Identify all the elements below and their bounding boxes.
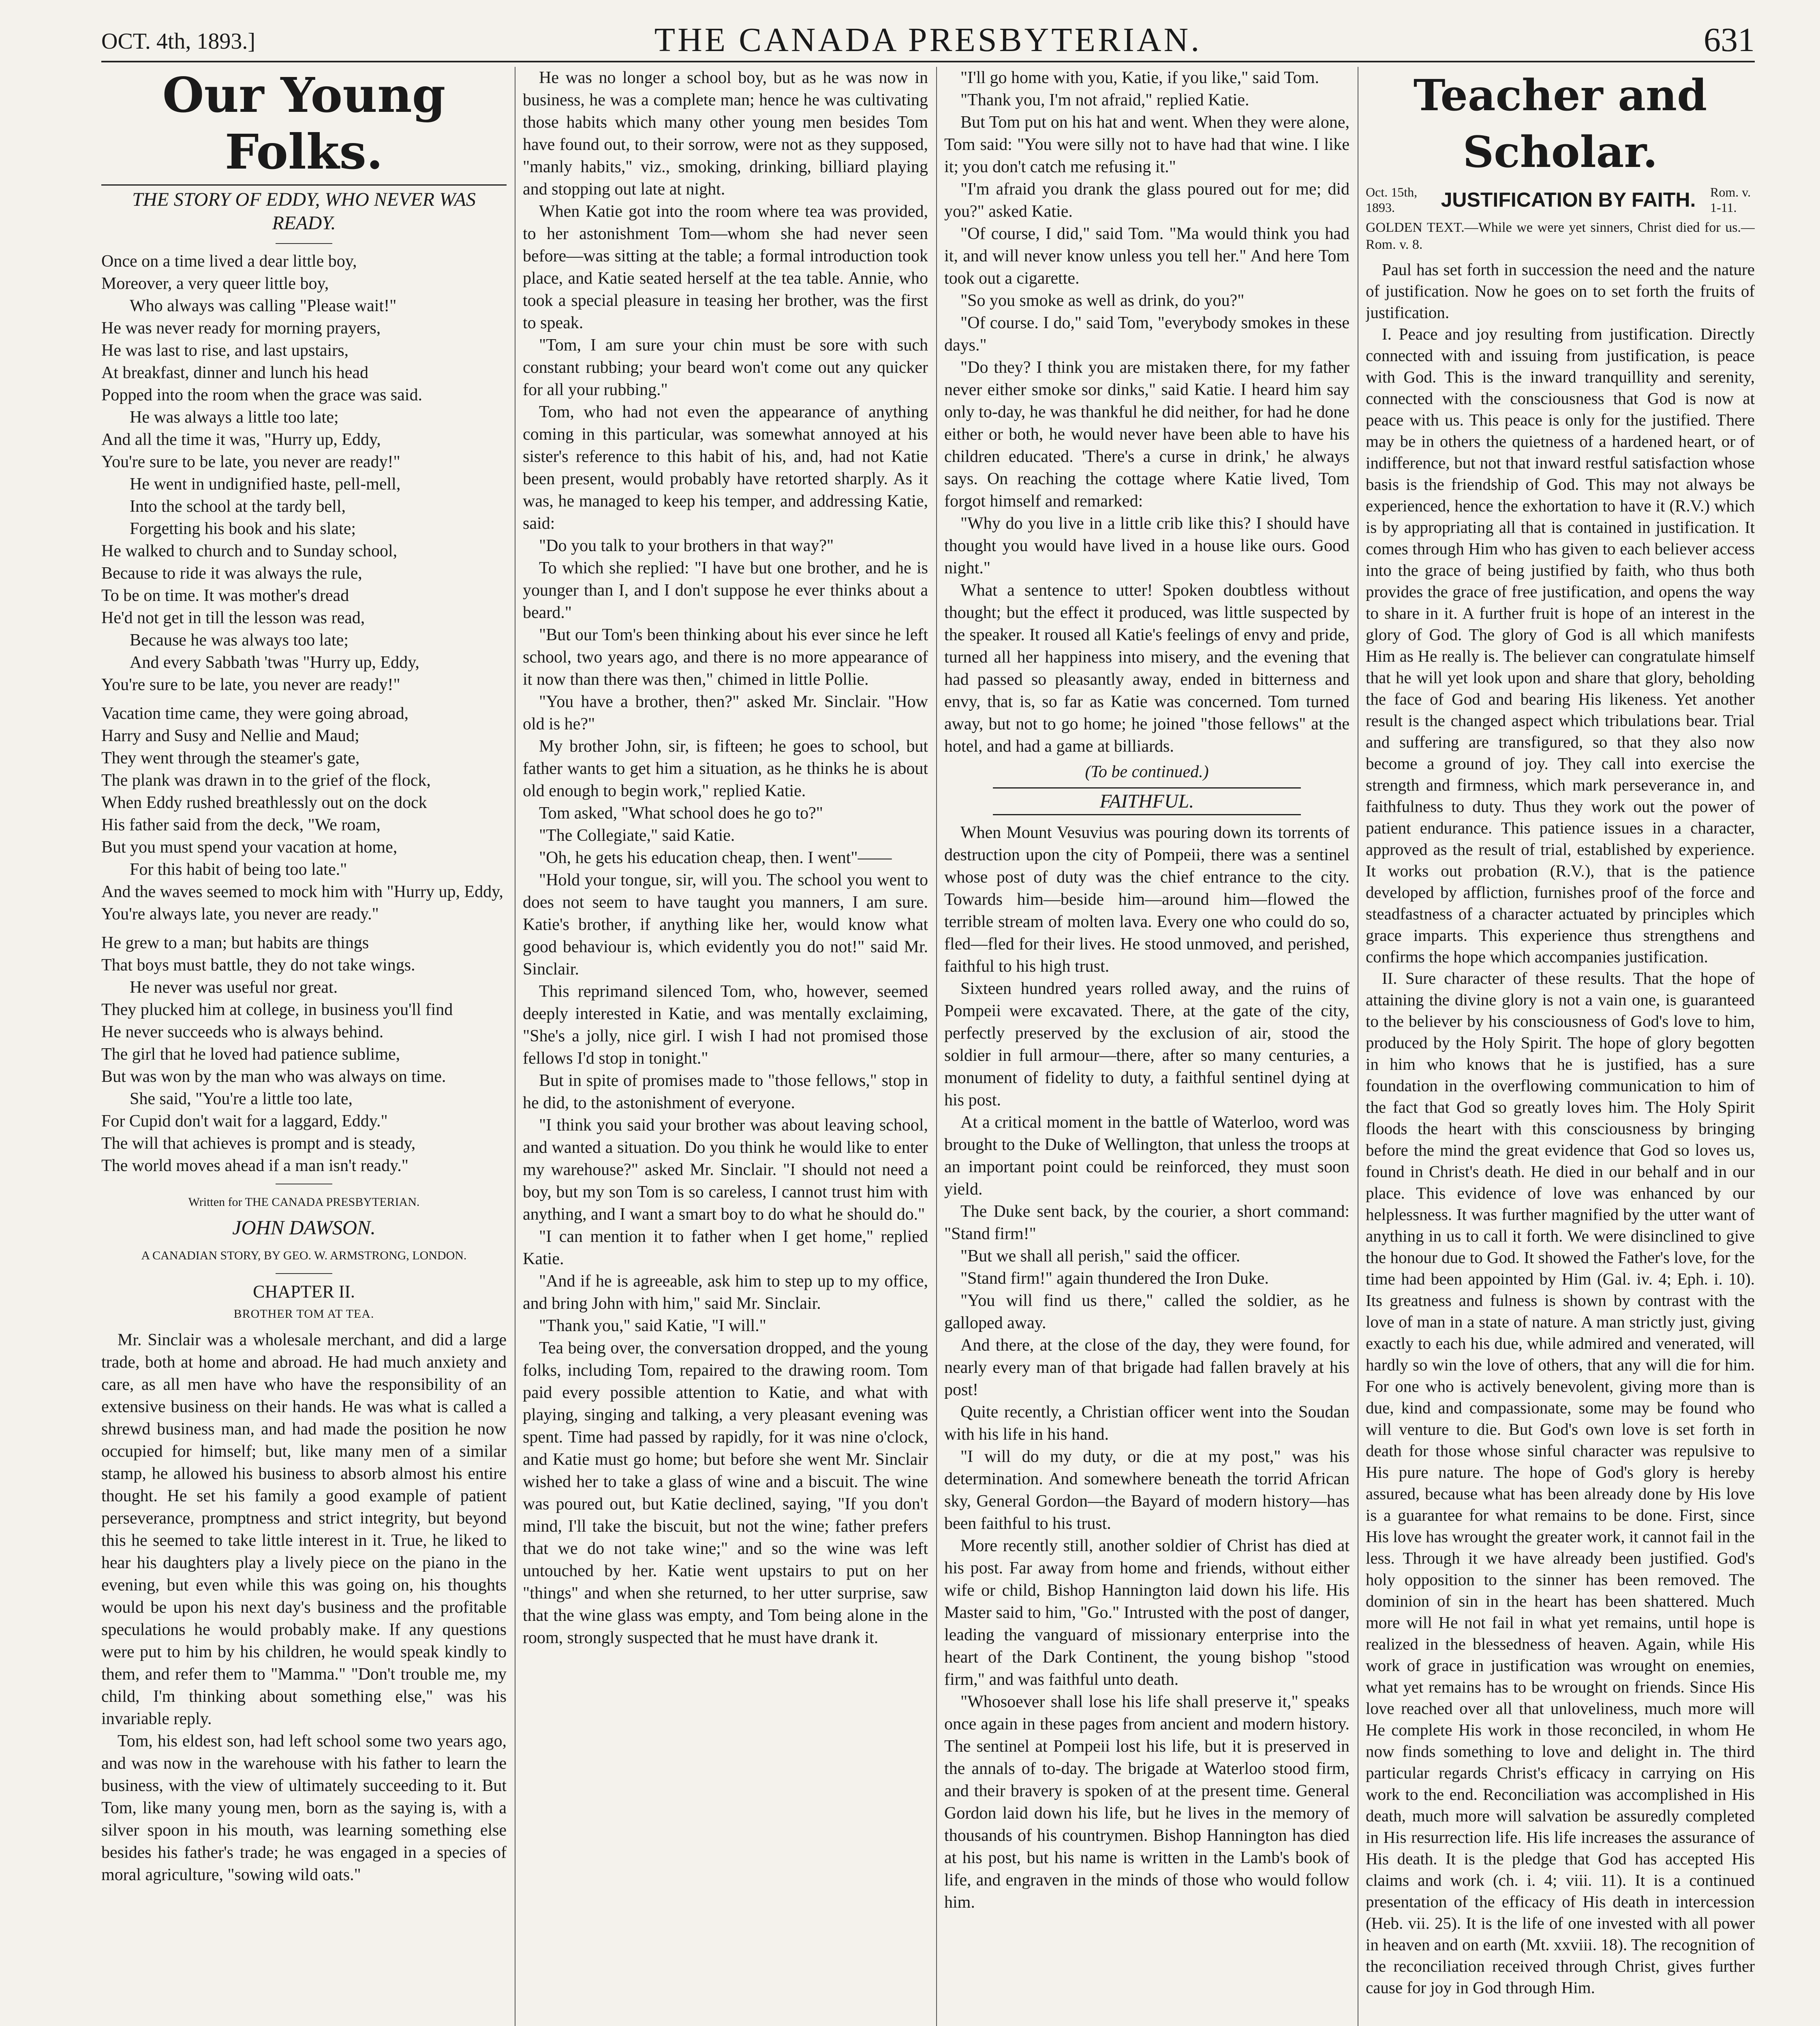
poem-line: You're sure to be late, you never are ready!"	[101, 453, 400, 471]
paragraph: I. Peace and joy resulting from justification. Directly connected with and issuing from justification, is peace with God. This is the inward tranquillity and serenity, connected with the consciousness that God is now at peace with us. This peace is only for the justified. There may be in others the quietness of a hardened heart, or of indifference, but not that inward restful satisfaction whose basis is the friendship of God. This may not always be experienced, hence the exhortation to have it (R.V.) which is by appropriating all that is contained in justification. It comes through Him who has given to each believer access into the grace of being justified by faith, who thus both provides the grace of free justification, and opens the way to share in it. A further fruit is hope of an interest in the glory of God. The glory of God is all which manifests Him as He really is. The believer can congratulate himself that he will yet look upon and share that glory, beholding the face of God and bearing His likeness. Yet another result is the changed aspect which tribulations bear. Trial and suffering are transfigured, so that they also now become a ground of joy. They call into exercise the strength and firmness, which mark perseverance in, and faithfulness to duty. Thus they work out the power of patient endurance. This patience issues in a character, approved as the result of trial, established by experience. It works out probation (R.V.), that is the patience developed by affliction, furnishes proof of the force and steadfastness of a character actuated by principles which grace imparts. This experience thus strengthens and confirms the hope which accompanies justification.	[1366, 325, 1755, 966]
divider	[276, 1273, 332, 1274]
section-heading-young-folks: Our Young Folks.	[162, 67, 446, 180]
poem-line: That boys must battle, they do not take wings.	[101, 956, 415, 975]
poem-line: For this habit of being too late."	[130, 860, 347, 879]
paragraph: "Thank you, I'm not afraid," replied Katie.	[960, 91, 1249, 109]
poem-line: He'd not get in till the lesson was read,	[101, 609, 365, 627]
golden-text: GOLDEN TEXT.—While we were yet sinners, Christ died for us.—Rom. v. 8.	[1366, 220, 1755, 252]
paragraph: "Why do you live in a little crib like this? I should have thought you would have lived in a house like ours. Good night."	[944, 514, 1349, 577]
story-title: JOHN DAWSON.	[232, 1216, 376, 1239]
paragraph: "Hold your tongue, sir, will you. The school you went to does not seem to have taught you manners, I am sure. Katie's brother, if anything like her, would know what good behaviour is, which evidently you do not!" said Mr. Sinclair.	[523, 871, 928, 979]
poem-line: You're sure to be late, you never are ready!"	[101, 675, 400, 694]
poem-line: The world moves ahead if a man isn't ready."	[101, 1156, 408, 1175]
poem-title: THE STORY OF EDDY, WHO NEVER WAS READY.	[101, 184, 507, 235]
paragraph: And there, at the close of the day, they were found, for nearly every man of that brigade had fallen bravely at his post!	[944, 1336, 1349, 1399]
story-text-continued	[944, 67, 1349, 758]
lesson-text	[1366, 259, 1755, 1998]
poem-line: And all the time it was, "Hurry up, Eddy,	[101, 430, 381, 449]
paragraph: "I'm afraid you drank the glass poured out for me; did you?" asked Katie.	[944, 180, 1349, 221]
paragraph: "I think you said your brother was about leaving school, and wanted a situation. Do you think he would like to enter my warehouse?" asked Mr. Sinclair. "I should not need a boy, but my son Tom is so careless, I cannot trust him with anything, and I want a smart boy to do what he should do."	[523, 1116, 928, 1224]
paragraph: "The Collegiate," said Katie.	[539, 826, 735, 845]
paragraph: Tom asked, "What school does he go to?"	[539, 804, 823, 823]
poem-line: He was never ready for morning prayers,	[101, 319, 381, 338]
poem-line: He was last to rise, and last upstairs,	[101, 341, 349, 360]
column-1	[101, 67, 507, 2026]
paragraph: This reprimand silenced Tom, who, however, seemed deeply interested in Katie, and was mentally exclaiming, "She's a jolly, nice girl. I wish I had not promised those fellows I'd stop in tonight."	[523, 982, 928, 1068]
column-2	[523, 67, 928, 2026]
paragraph: "I can mention it to father when I get home," replied Katie.	[523, 1227, 928, 1268]
paragraph: Tom, who had not even the appearance of anything coming in this particular, was somewhat annoyed at his sister's reference to this habit of his, and, had not Katie been present, would probably have retorted sharply. As it was, he managed to keep his temper, and addressing Katie, said:	[523, 403, 928, 533]
poem	[101, 250, 507, 1177]
paragraph: "I will do my duty, or die at my post," was his determination. And somewhere beneath the torrid African sky, General Gordon—the Bayard of modern history—has been faithful to his trust.	[944, 1447, 1349, 1533]
poem-line: Who always was calling "Please wait!"	[130, 297, 397, 315]
paragraph: "Of course, I did," said Tom. "Ma would think you had it, and will never know unless you tell her." And here Tom took out a cigarette.	[944, 224, 1349, 288]
poem-line: They plucked him at college, in business you'll find	[101, 1000, 453, 1019]
paragraph: II. Sure character of these results. That the hope of attaining the divine glory is not a vain one, is guaranteed to the believer by his consciousness of God's love to him, produced by the Holy Spirit. The hope of glory begotten in him who knows that he is justified, has a sure foundation in the overflowing communication to him of the fact that God so greatly loves him. The Holy Spirit floods the heart with this consciousness by bringing before the mind the great evidence that God so loves us, found in Christ's death. He died in our behalf and in our place. This evidence of love was enhanced by our helplessness. It was further magnified by the utter want of anything in us to call it forth. We were disinclined to give the honour due to God. It showed the Father's love, for the time had been appointed by Him (Gal. iv. 4; Eph. i. 10). Its greatness and fulness is shown by contrast with the love of man in a state of nature. A man strictly just, giving exactly to each his due, while admired and venerated, will hardly so win the love of others, that any will die for him. For one who is actively benevolent, giving more than is due, kind and compassionate, some may be found who will venture to die. But God's own love is set forth in death for those whose sinful character was repulsive to His pure nature. The hope of God's glory is hereby assured, because what has been already done by His love is a guarantee for what remains to be done. First, since His love has wrought the greater work, it cannot fail in the less. Through it we have already been justified. God's holy opposition to the sinner has been removed. The dominion of sin in the heart has been shattered. Much more will He not fail in what yet remains, until hope is realized in the blessedness of heaven. Again, while His work of grace in justification was wrought on enemies, what yet remains has to be wrought on friends. Since His love reached over all that unloveliness, much more will He complete His work in those reconciled, in whom He now finds something to love and delight in. The third particular regards Christ's efficacy in carrying on His work to the end. Reconciliation was accomplished in His death, much more will salvation be assuredly completed in His resurrection life. His life increases the assurance of His death. It is the pledge that God has accepted His claims and work (ch. i. 4; viii. 11). It is a continued presentation of the efficacy of His death in intercession (Heb. vii. 25). It is the life of one invested with all power in heaven and on earth (Mt. xxviii. 18). The recognition of the reconciliation received through Christ, gives further cause for joy in God through Him.	[1366, 969, 1755, 1997]
to-be-continued: (To be continued.)	[1085, 763, 1209, 781]
divider	[276, 243, 332, 244]
paragraph: When Mount Vesuvius was pouring down its torrents of destruction upon the city of Pompeii, there was a sentinel whose post of duty was the chief entrance to the city. Towards him—beside him—around him—flowed the terrible stream of molten lava. Every one who could do so, fled—fled for their lives. He stood unmoved, and perished, faithful to his high trust.	[944, 823, 1349, 976]
paragraph: Paul has set forth in succession the need and the nature of justification. Now he goes on to set forth the fruits of justification.	[1366, 260, 1755, 322]
poem-line: To be on time. It was mother's dread	[101, 586, 349, 605]
poem-line: She said, "You're a little too late,	[130, 1090, 353, 1108]
page-header	[101, 20, 1755, 57]
column-divider	[936, 67, 937, 2026]
poem-line: Popped into the room when the grace was said.	[101, 386, 422, 404]
poem-line: But you must spend your vacation at home,	[101, 838, 398, 857]
lesson-title: JUSTIFICATION BY FAITH.	[1441, 188, 1696, 211]
paragraph: "Do you talk to your brothers in that way?"	[539, 536, 834, 555]
poem-line: For Cupid don't wait for a laggard, Eddy."	[101, 1112, 388, 1131]
poem-line: At breakfast, dinner and lunch his head	[101, 363, 368, 382]
paragraph: "Whosoever shall lose his life shall preserve it," speaks once again in these pages from ancient and modern history. The sentinel at Pompeii lost his life, but it is preserved in the annals of to-day. The brigade at Waterloo stood firm, and their bravery is spoken of at the present time. General Gordon laid down his life, but he lives in the memory of thousands of his countrymen. Bishop Hannington has died at his post, but his name is written in the Lamb's book of life, and engraven in the minds of those who would follow him.	[944, 1693, 1349, 1912]
lesson-date: Oct. 15th, 1893.	[1366, 185, 1418, 215]
chapter-heading: CHAPTER II.	[253, 1282, 355, 1302]
poem-line: He went in undignified haste, pell-mell,	[130, 475, 401, 494]
poem-line: And the waves seemed to mock him with "Hurry up, Eddy,	[101, 883, 503, 901]
poem-line: Forgetting his book and his slate;	[130, 519, 356, 538]
paragraph: "Tom, I am sure your chin must be sore with such constant rubbing; your beard won't come out any quicker for all your rubbing."	[523, 336, 928, 399]
lesson-header	[1366, 184, 1755, 215]
paragraph: "Thank you," said Katie, "I will."	[539, 1316, 766, 1335]
faithful-title: FAITHFUL.	[993, 787, 1301, 815]
poem-line: But was won by the man who was always on time.	[101, 1067, 446, 1086]
poem-line: He never was useful nor great.	[130, 978, 338, 997]
poem-line: They went through the steamer's gate,	[101, 749, 360, 767]
poem-line: Vacation time came, they were going abroad,	[101, 704, 409, 723]
paragraph: "Of course. I do," said Tom, "everybody smokes in these days."	[944, 314, 1349, 355]
poem-line: Moreover, a very queer little boy,	[101, 274, 329, 293]
poem-line: Because to ride it was always the rule,	[101, 564, 362, 583]
paragraph: "But we shall all perish," said the officer.	[960, 1247, 1240, 1265]
faithful-text	[944, 822, 1349, 1914]
poem-line: He walked to church and to Sunday school,	[101, 542, 398, 560]
paragraph: Quite recently, a Christian officer went into the Soudan with his life in his hand.	[944, 1403, 1349, 1444]
poem-line: The will that achieves is prompt and is steady,	[101, 1134, 416, 1153]
poem-line: The girl that he loved had patience sublime,	[101, 1045, 400, 1064]
paragraph: At a critical moment in the battle of Waterloo, word was brought to the Duke of Wellington, that unless the troops at an important point could be reinforced, they must soon yield.	[944, 1113, 1349, 1199]
paragraph: "Oh, he gets his education cheap, then. I went"——	[539, 848, 892, 867]
column-4	[1366, 67, 1755, 2026]
lesson-reference: Rom. v. 1-11.	[1710, 185, 1751, 215]
poem-line: He never succeeds who is always behind.	[101, 1023, 384, 1041]
poem-line: He was always a little too late;	[130, 408, 339, 427]
issue-date: OCT. 4th, 1893.]	[101, 29, 256, 54]
poem-line: His father said from the deck, "We roam,	[101, 816, 381, 834]
story-byline: A CANADIAN STORY, BY GEO. W. ARMSTRONG, LONDON.	[141, 1249, 467, 1262]
paragraph: "So you smoke as well as drink, do you?"	[960, 291, 1245, 310]
section-heading-teacher-scholar: Teacher and Scholar.	[1413, 70, 1707, 177]
paragraph: Tom, his eldest son, had left school some two years ago, and was now in the warehouse with his father to learn the business, with the view of ultimately succeeding to it. But Tom, like many young men, born as the saying is, with a silver spoon in his mouth, was learning something else besides his father's trade; he was engaged in a species of moral agriculture, "sowing wild oats."	[101, 1732, 507, 1884]
paragraph: But in spite of promises made to "those fellows," stop in he did, to the astonishment of everyone.	[523, 1071, 928, 1112]
poem-line: When Eddy rushed breathlessly out on the dock	[101, 793, 427, 812]
paragraph: To which she replied: "I have but one brother, and he is younger than I, and I don't suppose he ever thinks about a beard."	[523, 559, 928, 622]
poem-line: Once on a time lived a dear little boy,	[101, 252, 357, 271]
poem-line: Harry and Susy and Nellie and Maud;	[101, 727, 359, 745]
paragraph: He was no longer a school boy, but as he was now in business, he was a complete man; hence he was cultivating those habits which many other young men besides Tom have found out, to their sorrow, were not as they supposed, "manly habits," viz., smoking, drinking, billiard playing and stopping out late at night.	[523, 68, 928, 199]
column-3	[944, 67, 1349, 2026]
story-text	[101, 1329, 507, 1886]
paragraph: "Do they? I think you are mistaken there, for my father never either smoke sor dinks," said Katie. I heard him say only to-day, he was thankful he did neither, for had he done either or both, he would never have been able to have his children educated. 'There's a curse in drink,' he always says. On reaching the cottage where Katie lived, Tom forgot himself and remarked:	[944, 358, 1349, 511]
paragraph: More recently still, another soldier of Christ has died at his post. Far away from home and friends, without either wife or child, Bishop Hannington laid down his life. His Master said to him, "Go." Intrusted with the post of danger, leading the vanguard of missionary enterprise into the heart of the Dark Continent, the young bishop "stood firm," and was faithful unto death.	[944, 1537, 1349, 1689]
poem-line: The plank was drawn in to the grief of the flock,	[101, 771, 431, 790]
poem-line: You're always late, you never are ready."	[101, 905, 379, 923]
paragraph: "I'll go home with you, Katie, if you like," said Tom.	[960, 68, 1320, 87]
paragraph: But Tom put on his hat and went. When they were alone, Tom said: "You were silly not to have had that wine. I like it; you don't catch me refusing it."	[944, 113, 1349, 176]
poem-line: He grew to a man; but habits are things	[101, 934, 369, 952]
paragraph: Mr. Sinclair was a wholesale merchant, and did a large trade, both at home and abroad. He had much anxiety and care, as all men have who have the responsibility of an extensive business on their hands. He was what is called a shrewd business man, and had made the position he now occupied for himself; but, like many men of a similar stamp, he allowed his business to absorb almost his entire thought. He set his family a good example of patient perseverance, promptness and strict integrity, but beyond this he seemed to take little interest in it. True, he liked to hear his daughters play a lively piece on the piano in the evening, but even while this was going on, his thoughts would be upon his next day's business and the profitable speculations he would probably make. If any questions were put to him by his children, he would speak kindly to them, and refer them to "Mamma." "Don't trouble me, my child, I'm thinking about something else," was his invariable reply.	[101, 1331, 507, 1728]
paragraph: "You will find us there," called the soldier, as he galloped away.	[944, 1291, 1349, 1332]
header-rule	[101, 61, 1755, 62]
paragraph: "You have a brother, then?" asked Mr. Sinclair. "How old is he?"	[523, 692, 928, 733]
paragraph: When Katie got into the room where tea was provided, to her astonishment Tom—whom she had never seen before—was sitting at the table; a formal introduction took place, and Katie seated herself at the tea table. Annie, who took a special pleasure in teasing her brother, was the first to speak.	[523, 202, 928, 332]
paragraph: Tea being over, the conversation dropped, and the young folks, including Tom, repaired to the drawing room. Tom paid every possible attention to Katie, and what with playing, singing and talking, a very pleasant evening was spent. Time had passed by rapidly, for it was nine o'clock, and Katie must go home; but before she went Mr. Sinclair wished her to take a glass of wine and a biscuit. The wine was poured out, but Katie declined, saying, "If you don't mind, I'll take the biscuit, but not the wine; father prefers that we do not take wine;" and so the wine was left untouched by her. Katie went upstairs to put on her "things" and when she returned, to her utter surprise, saw that the wine glass was empty, and Tom being alone in the room, strongly suspected that he must have drank it.	[523, 1339, 928, 1647]
chapter-subheading: BROTHER TOM AT TEA.	[233, 1307, 374, 1321]
poem-line: And every Sabbath 'twas "Hurry up, Eddy,	[130, 653, 419, 672]
paragraph: "Stand firm!" again thundered the Iron Duke.	[960, 1269, 1269, 1288]
paragraph: The Duke sent back, by the courier, a short command: "Stand firm!"	[944, 1202, 1349, 1243]
page-number: 631	[1704, 21, 1755, 59]
poem-line: Because he was always too late;	[130, 631, 349, 650]
paragraph: "But our Tom's been thinking about his ever since he left school, two years ago, and there is no more appearance of it now than there was then," chimed in little Pollie.	[523, 626, 928, 689]
paragraph: My brother John, sir, is fifteen; he goes to school, but father wants to get him a situation, as he thinks he is about old enough to begin work," replied Katie.	[523, 737, 928, 800]
paragraph: Sixteen hundred years rolled away, and the ruins of Pompeii were excavated. There, at the gate of the city, perfectly preserved by the exclusion of air, stood the soldier in full armour—there, after so many centuries, a monument of fidelity to duty, a faithful sentinel dying at his post.	[944, 979, 1349, 1109]
paragraph: What a sentence to utter! Spoken doubtless without thought; but the effect it produced, was little suspected by the speaker. It roused all Katie's feelings of envy and pride, turned all her happiness into misery, and the evening that had passed so pleasantly away, ended in bitterness and envy, that is, so far as Katie was concerned. Tom turned away, but not to go home; he joined "those fellows" at the hotel, and had a game at billiards.	[944, 581, 1349, 756]
written-for-note: Written for THE CANADA PRESBYTERIAN.	[188, 1195, 420, 1209]
paragraph: "And if he is agreeable, ask him to step up to my office, and bring John with him," said Mr. Sinclair.	[523, 1272, 928, 1313]
masthead-title: THE CANADA PRESBYTERIAN.	[654, 21, 1202, 59]
poem-line: Into the school at the tardy bell,	[130, 497, 346, 516]
